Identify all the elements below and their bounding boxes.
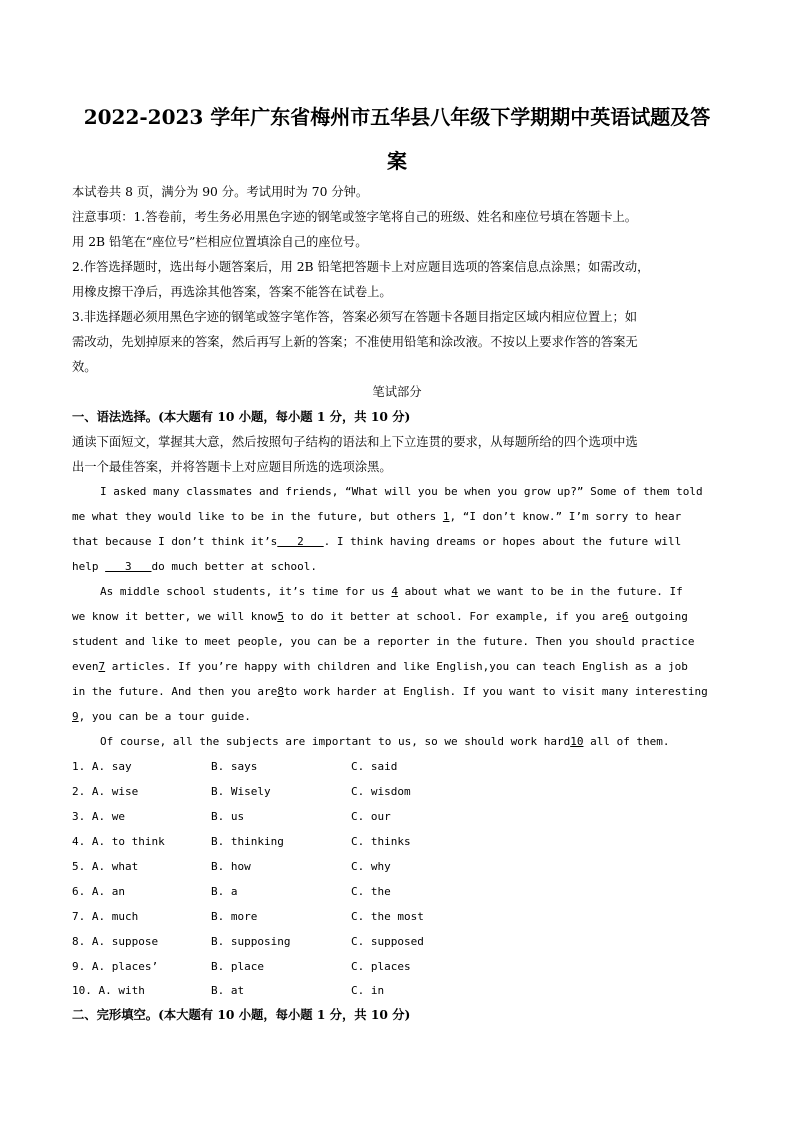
intro-line: 本试卷共 8 页，满分为 90 分。考试用时为 70 分钟。	[72, 185, 369, 199]
option-a: 9. A. places’	[72, 960, 159, 973]
option-a: 5. A. what	[72, 860, 139, 873]
option-c: C. supposed	[351, 935, 424, 948]
option-b: B. at	[211, 984, 245, 997]
intro-line: 3.非选择题必须用黑色字迹的钢笔或签字笔作答，答案必须写在答题卡各题目指定区域内相应位置上；如	[72, 310, 638, 324]
passage-line: 9, you can be a tour guide.	[72, 710, 251, 723]
page-title	[60, 95, 734, 183]
blank-2: 2	[277, 535, 324, 548]
option-c: C. the	[351, 885, 391, 898]
part1-heading: 一、语法选择。(本大题有 10 小题，每小题 1 分，共 10 分)	[72, 409, 411, 424]
part2-heading: 二、完形填空。(本大题有 10 小题，每小题 1 分，共 10 分)	[72, 1007, 411, 1022]
passage-line: even7 articles. If you’re happy with children and like English,you can teach English as a job	[72, 660, 688, 673]
option-c: C. places	[351, 960, 411, 973]
option-c: C. thinks	[351, 835, 411, 848]
blank-9: 9	[72, 710, 79, 723]
passage-line: in the future. And then you are8to work harder at English. If you want to visit many interesting	[72, 685, 708, 698]
intro-line: 效。	[72, 360, 97, 374]
passage-line: Of course, all the subjects are important to us, so we should work hard10 all of them.	[100, 735, 670, 748]
blank-1: 1	[442, 510, 450, 523]
option-a: 7. A. much	[72, 910, 139, 923]
option-a: 4. A. to think	[72, 835, 165, 848]
blank-4: 4	[391, 585, 399, 598]
blank-8: 8	[277, 685, 284, 698]
passage-line: help 3 do much better at school.	[72, 560, 318, 573]
title-line-1: 2022-2023 学年广东省梅州市五华县八年级下学期期中英语试题及答	[83, 105, 711, 129]
option-b: B. more	[211, 910, 258, 923]
option-b: B. place	[211, 960, 264, 973]
option-a: 2. A. wise	[72, 785, 139, 798]
option-c: C. wisdom	[351, 785, 411, 798]
option-a: 6. A. an	[72, 885, 125, 898]
option-b: B. supposing	[211, 935, 291, 948]
blank-3: 3	[105, 560, 152, 573]
option-b: B. how	[211, 860, 251, 873]
option-c: C. why	[351, 860, 391, 873]
passage-line: we know it better, we will know5 to do it better at school. For example, if you are6 outgoing	[72, 610, 688, 623]
option-c: C. the most	[351, 910, 424, 923]
option-c: C. our	[351, 810, 391, 823]
section-heading: 笔试部分	[372, 385, 422, 399]
option-a: 1. A. say	[72, 760, 132, 773]
passage-line: student and like to meet people, you can be a reporter in the future. Then you should practice	[72, 635, 695, 648]
blank-5: 5	[277, 610, 284, 623]
intro-line: 用 2B 铅笔在“座位号”栏相应位置填涂自己的座位号。	[72, 235, 368, 249]
option-c: C. said	[351, 760, 398, 773]
option-b: B. us	[211, 810, 245, 823]
option-c: C. in	[351, 984, 385, 997]
option-a: 8. A. suppose	[72, 935, 159, 948]
passage-line: As middle school students, it’s time for us 4 about what we want to be in the future. If	[100, 585, 683, 598]
intro-line: 用橡皮擦干净后，再选涂其他答案，答案不能答在试卷上。	[72, 285, 392, 299]
passage-line: I asked many classmates and friends, “What will you be when you grow up?” Some of them told	[100, 485, 703, 498]
option-b: B. says	[211, 760, 258, 773]
intro-line: 2.作答选择题时，选出每小题答案后，用 2B 铅笔把答题卡上对应题目选项的答案信息点涂黑；如需改动，	[72, 260, 650, 274]
title-line-2: 案	[387, 149, 407, 173]
option-a: 10. A. with	[72, 984, 145, 997]
option-a: 3. A. we	[72, 810, 125, 823]
passage-line: me what they would like to be in the future, but others 1, “I don’t know.” I’m sorry to hear	[72, 510, 682, 523]
part1-instruction: 出一个最佳答案，并将答题卡上对应题目所选的选项涂黑。	[72, 460, 392, 474]
blank-7: 7	[98, 660, 106, 673]
option-b: B. a	[211, 885, 238, 898]
part1-instruction: 通读下面短文，掌握其大意，然后按照句子结构的语法和上下立连贯的要求，从每题所给的四个选项中选	[72, 435, 638, 449]
intro-line: 需改动，先划掉原来的答案，然后再写上新的答案；不准使用铅笔和涂改液。不按以上要求作答的答案无	[72, 335, 638, 349]
option-b: B. Wisely	[211, 785, 271, 798]
blank-10: 10	[570, 735, 584, 748]
option-b: B. thinking	[211, 835, 284, 848]
passage-line: that because I don’t think it’s 2 . I think having dreams or hopes about the future will	[72, 535, 682, 548]
blank-6: 6	[621, 610, 629, 623]
intro-line: 注意事项：1.答卷前，考生务必用黑色字迹的钢笔或签字笔将自己的班级、姓名和座位号填在答题卡上。	[72, 210, 638, 224]
